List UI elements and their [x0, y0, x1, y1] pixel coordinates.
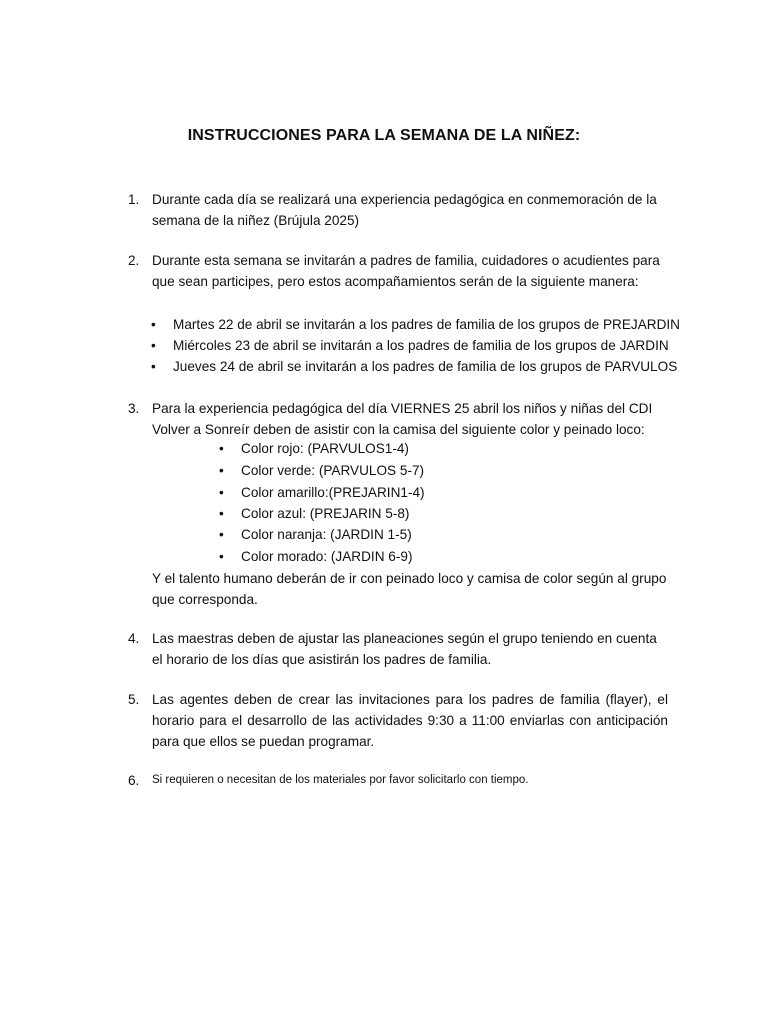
item-number: 1.: [128, 192, 140, 207]
bullet-icon: •: [151, 338, 156, 353]
item-text: Si requieren o necesitan de los materiales por favor solicitarlo con tiempo.: [152, 774, 529, 786]
page-title: INSTRUCCIONES PARA LA SEMANA DE LA NIÑEZ:: [187, 127, 581, 144]
bullet-text: Color rojo: (PARVULOS1-4): [241, 441, 409, 456]
item-number: 6.: [128, 773, 140, 788]
bullet-icon: •: [219, 463, 224, 478]
list-item-4: [128, 628, 668, 670]
bullet-text: Color azul: (PREJARIN 5-8): [241, 506, 410, 521]
bullet-text: Martes 22 de abril se invitarán a los padres de familia de los grupos de PREJARDIN: [173, 317, 680, 332]
list-item-3-continuation: [128, 568, 668, 610]
list-item-6: [128, 770, 668, 788]
bullet-item: [151, 356, 677, 377]
list-item-3: [128, 398, 668, 440]
bullet-item: [219, 482, 425, 503]
bullet-icon: •: [151, 359, 156, 374]
item-number: 4.: [128, 631, 140, 646]
bullet-text: Color amarillo:(PREJARIN1-4): [241, 485, 425, 500]
bullet-icon: •: [219, 506, 224, 521]
bullet-text: Color naranja: (JARDIN 1-5): [241, 527, 412, 542]
bullet-item: [219, 524, 412, 545]
item-text: Y el talento humano deberán de ir con peinado loco y camisa de color según al grupo que corresponda.: [152, 571, 667, 607]
list-item-1: [128, 189, 668, 231]
bullet-item: [219, 438, 409, 459]
item-text: Las maestras deben de ajustar las planeaciones según el grupo teniendo en cuenta el horario de los días que asistirán los padres de familia.: [152, 631, 657, 667]
bullet-icon: •: [219, 527, 224, 542]
bullet-icon: •: [219, 441, 224, 456]
item-number: 3.: [128, 401, 140, 416]
bullet-text: Miércoles 23 de abril se invitarán a los padres de familia de los grupos de JARDIN: [173, 338, 669, 353]
bullet-item: [219, 503, 409, 524]
bullet-icon: •: [219, 549, 224, 564]
item-number: 2.: [128, 253, 140, 268]
bullet-text: Color verde: (PARVULOS 5-7): [241, 463, 425, 478]
bullet-icon: •: [219, 485, 224, 500]
list-item-5: [128, 689, 668, 752]
bullet-text: Color morado: (JARDIN 6-9): [241, 549, 413, 564]
item-number: 5.: [128, 692, 140, 707]
bullet-item: [151, 335, 669, 356]
item-text: Durante esta semana se invitarán a padres de familia, cuidadores o acudientes para que sean participes, pero estos acompañamientos serán de la siguiente manera:: [152, 253, 660, 289]
item-text: Durante cada día se realizará una experiencia pedagógica en conmemoración de la semana de la niñez (Brújula 2025): [152, 192, 657, 228]
bullet-item: [219, 546, 412, 567]
bullet-text: Jueves 24 de abril se invitarán a los padres de familia de los grupos de PARVULOS: [173, 359, 678, 374]
item-text: Para la experiencia pedagógica del día VIERNES 25 abril los niños y niñas del CDI Volver a Sonreír deben de asistir con la camisa del siguiente color y peinado loco:: [152, 401, 653, 437]
list-item-2: [128, 250, 668, 292]
bullet-item: [219, 460, 424, 481]
bullet-item: [151, 314, 680, 335]
bullet-icon: •: [151, 317, 156, 332]
item-text: Las agentes deben de crear las invitaciones para los padres de familia (flayer), el horario para el desarrollo de las actividades 9:30 a 11:00 enviarlas con anticipación para que ellos se puedan programar.: [152, 692, 668, 749]
